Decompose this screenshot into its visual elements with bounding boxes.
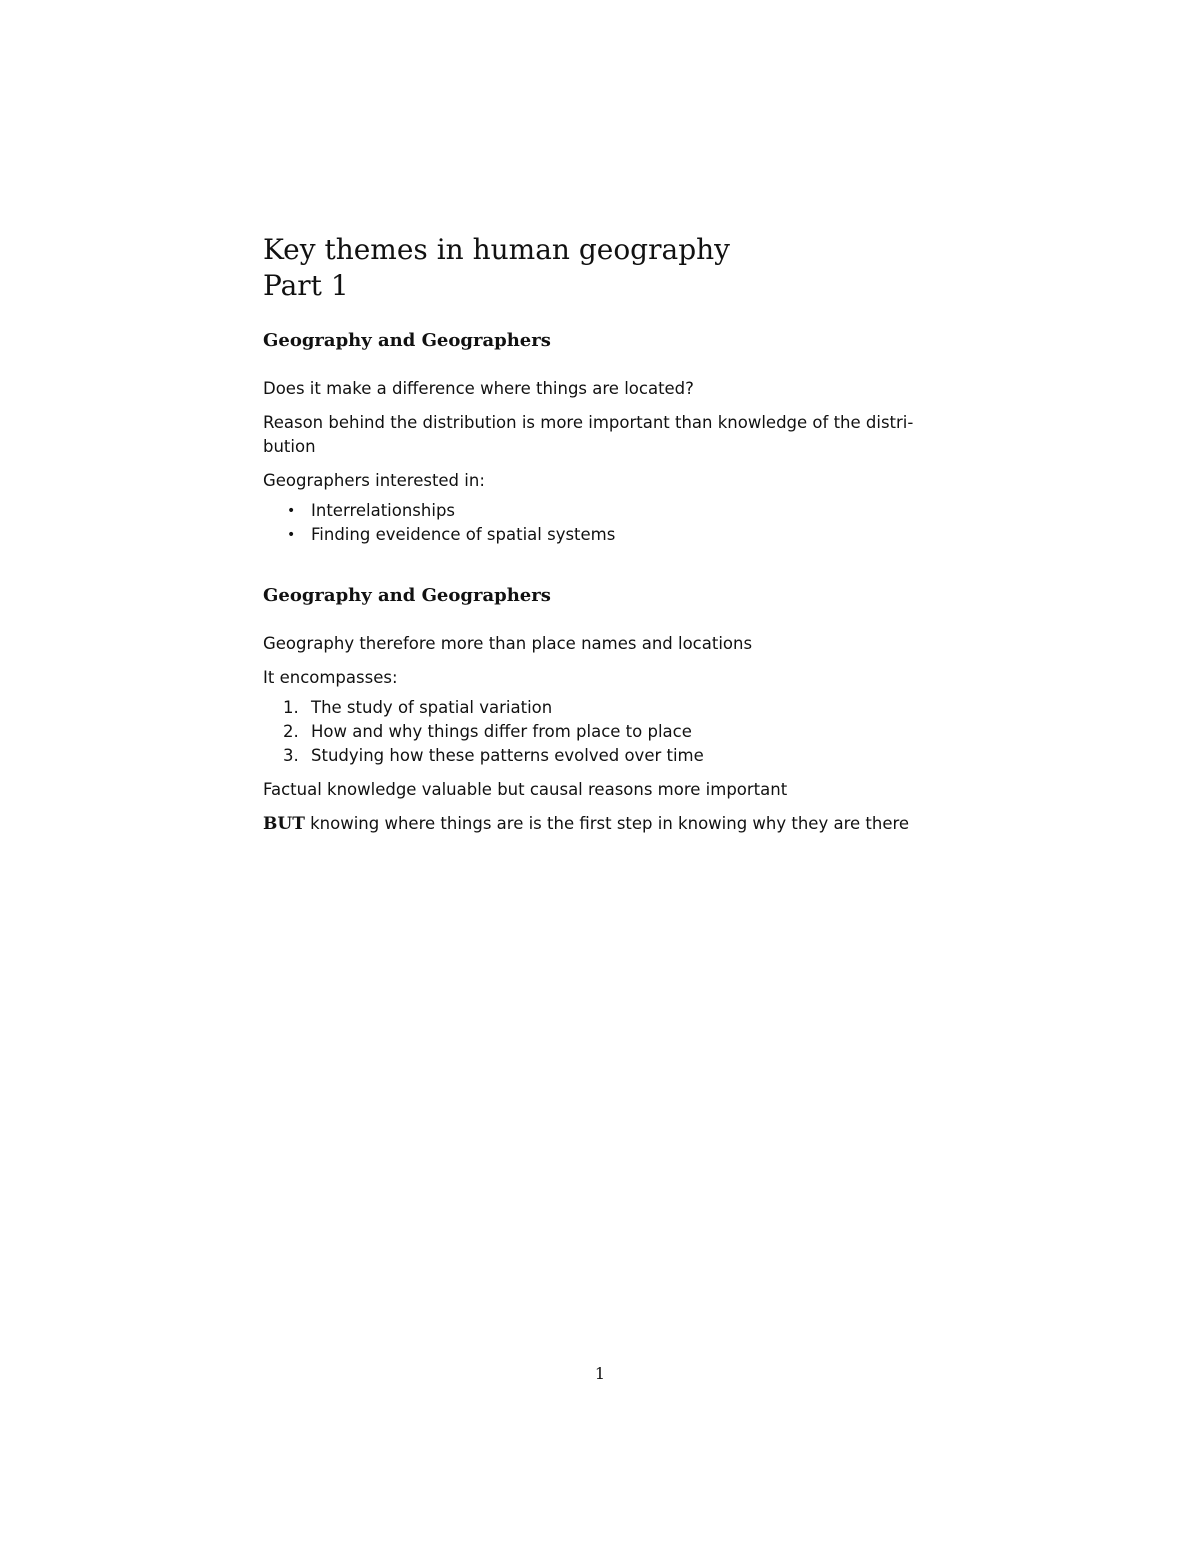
section-2-heading: Geography and Geographers: [263, 585, 551, 606]
list-item: • Finding eveidence of spatial systems: [263, 523, 953, 547]
title-line-part: Part 1: [263, 269, 349, 302]
page-number: 1: [594, 1364, 606, 1383]
question-paragraph: Does it make a difference where things are located?: [263, 379, 694, 398]
list-item-text: How and why things differ from place to place: [311, 722, 692, 741]
list-item: [263, 720, 953, 744]
list-item-text: Studying how these patterns evolved over time: [311, 746, 704, 765]
geography-scope-paragraph: Geography therefore more than place names and locations: [263, 634, 753, 653]
list-item: [263, 696, 953, 720]
section-2: [263, 584, 953, 836]
page-content: [263, 232, 953, 846]
list-number: 2.: [283, 722, 299, 741]
list-number: 1.: [283, 698, 299, 717]
interests-list: [263, 499, 953, 547]
conclusion-paragraph: [263, 812, 953, 836]
distribution-paragraph: Reason behind the distribution is more important than knowledge of the distri-bution: [263, 413, 914, 456]
emphasis-word: BUT: [263, 814, 305, 834]
section-1: [263, 329, 953, 547]
encompasses-list: [263, 696, 953, 768]
title-line-main: Key themes in human geography: [263, 233, 730, 266]
list-item: • Interrelationships: [263, 499, 953, 523]
encompasses-intro: It encompasses:: [263, 668, 398, 687]
document-title: [263, 232, 953, 304]
factual-knowledge-paragraph: Factual knowledge valuable but causal reasons more important: [263, 780, 788, 799]
conclusion-text: knowing where things are is the first step in knowing why they are there: [304, 814, 910, 833]
list-item-text: The study of spatial variation: [311, 698, 553, 717]
section-1-heading: Geography and Geographers: [263, 330, 551, 351]
interests-intro: Geographers interested in:: [263, 471, 485, 490]
list-item: [263, 744, 953, 768]
list-number: 3.: [283, 746, 299, 765]
